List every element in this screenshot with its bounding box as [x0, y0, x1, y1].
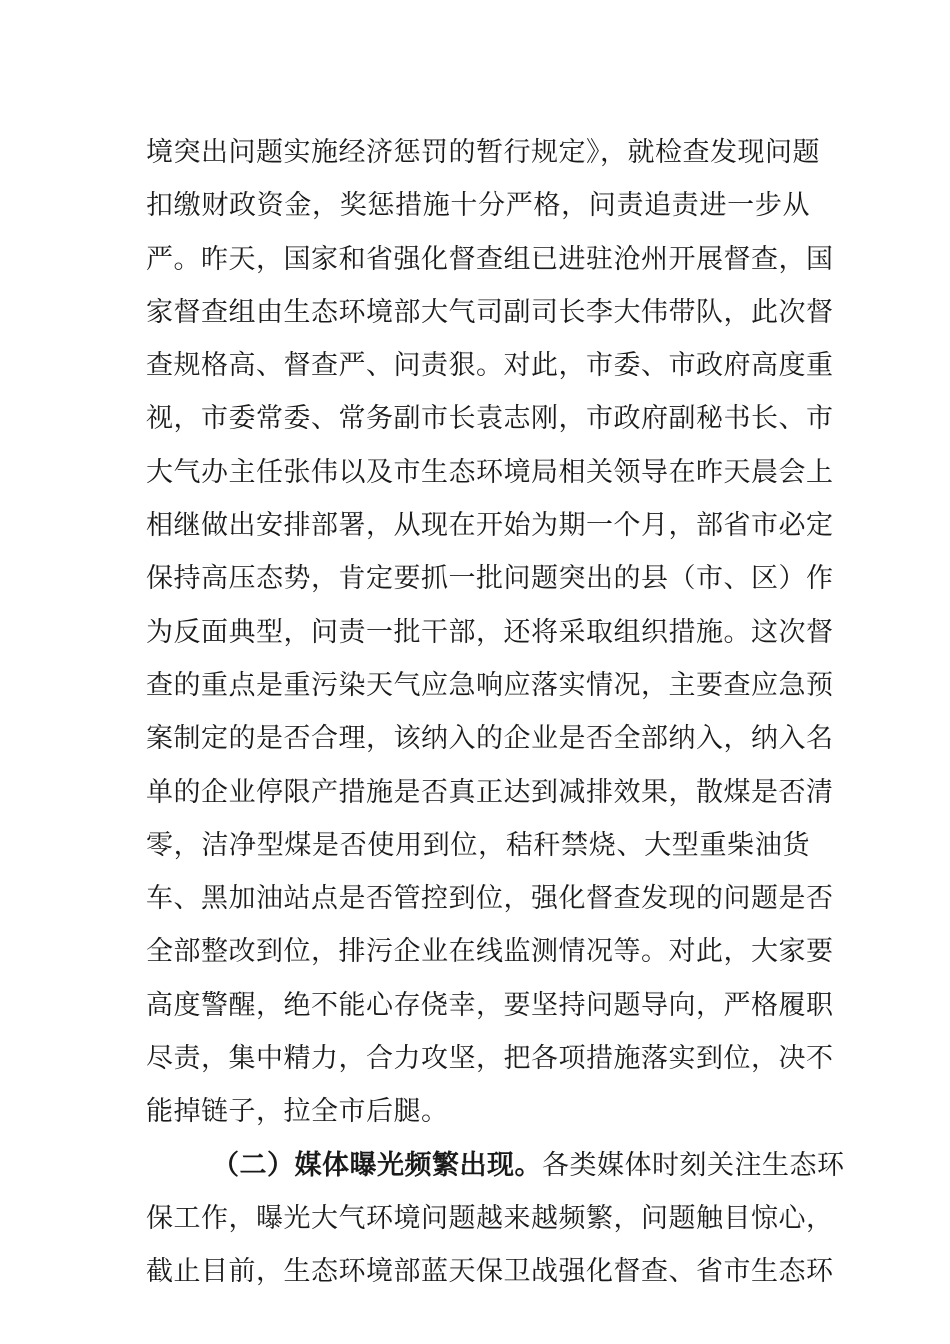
section-text: 各类媒体时刻关注生态环	[542, 1149, 845, 1181]
text-line: 尽责，集中精力，合力攻坚，把各项措施落实到位，决不	[146, 1043, 834, 1075]
text-line: 单的企业停限产措施是否真正达到减排效果，散煤是否清	[146, 776, 834, 808]
section-heading: （二）媒体曝光频繁出现。	[212, 1149, 542, 1181]
text-line: 视，市委常委、常务副市长袁志刚，市政府副秘书长、市	[146, 403, 834, 435]
text-line: 零，洁净型煤是否使用到位，秸秆禁烧、大型重柴油货	[146, 829, 810, 861]
section-heading-line	[146, 1139, 845, 1192]
text-line: 截止目前，生态环境部蓝天保卫战强化督查、省市生态环	[146, 1256, 834, 1288]
paragraph-end-line: 能掉链子，拉全市后腿。	[146, 1096, 449, 1128]
text-line: 为反面典型，问责一批干部，还将采取组织措施。这次督	[146, 616, 834, 648]
text-line: 高度警醒，绝不能心存侥幸，要坚持问题导向，严格履职	[146, 989, 834, 1021]
text-line: 家督查组由生态环境部大气司副司长李大伟带队，此次督	[146, 296, 834, 328]
text-line: 保工作，曝光大气环境问题越来越频繁，问题触目惊心，	[146, 1202, 834, 1234]
text-line: 查的重点是重污染天气应急响应落实情况，主要查应急预	[146, 669, 834, 701]
text-line: 扣缴财政资金，奖惩措施十分严格，问责追责进一步从	[146, 190, 810, 222]
text-line: 全部整改到位，排污企业在线监测情况等。对此，大家要	[146, 936, 834, 968]
text-line: 相继做出安排部署，从现在开始为期一个月，部省市必定	[146, 510, 834, 542]
text-line: 大气办主任张伟以及市生态环境局相关领导在昨天晨会上	[146, 456, 834, 488]
text-line: 保持高压态势，肯定要抓一批问题突出的县（市、区）作	[146, 563, 834, 595]
text-line: 严。昨天，国家和省强化督查组已进驻沧州开展督查，国	[146, 243, 834, 275]
body-text	[146, 126, 845, 1299]
text-line: 查规格高、督查严、问责狠。对此，市委、市政府高度重	[146, 350, 834, 382]
text-line: 境突出问题实施经济惩罚的暂行规定》，就检查发现问题	[146, 137, 820, 168]
text-line: 车、黑加油站点是否管控到位，强化督查发现的问题是否	[146, 883, 834, 915]
text-line: 案制定的是否合理，该纳入的企业是否全部纳入，纳入名	[146, 723, 834, 755]
